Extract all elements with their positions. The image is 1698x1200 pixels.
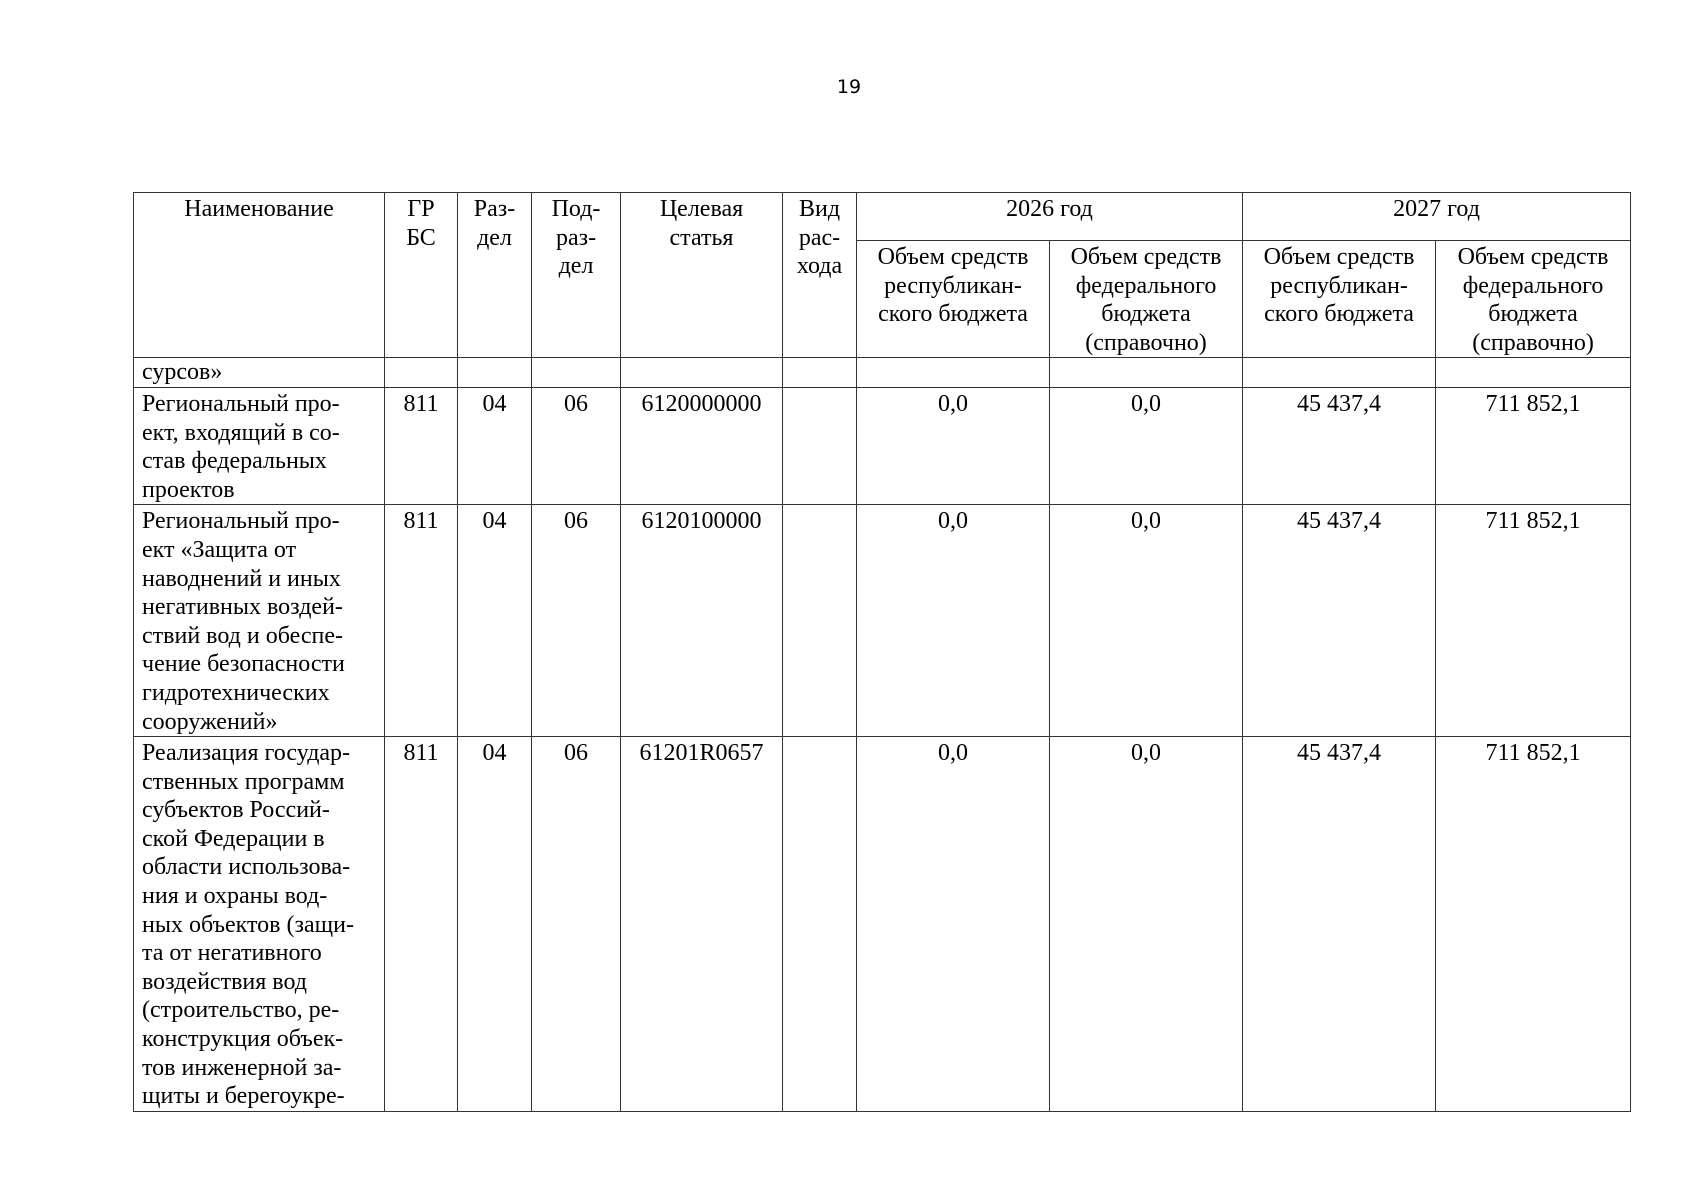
row-name: Региональный про- ект «Защита от наводнений и иных негативных воздей- ствий вод и обеспе- чение безопасности гидротехнических сооружений» [134, 505, 385, 737]
header-target-article: Целевая статья [621, 193, 783, 358]
header-row-1 [134, 193, 1631, 241]
row-republican-2026: 0,0 [857, 387, 1050, 504]
row-federal-2027: 711 852,1 [1436, 387, 1631, 504]
header-year-2027: 2027 год [1243, 193, 1631, 241]
row-target-article: 6120000000 [621, 387, 783, 504]
table-row [134, 387, 1631, 504]
row-expense-type [783, 387, 857, 504]
row-federal-2026 [1050, 358, 1243, 388]
page-number: 19 [836, 76, 862, 98]
table-row [134, 737, 1631, 1112]
row-razdel: 04 [458, 505, 532, 737]
header-republican-budget-2027: Объем средств республикан- ского бюджета [1243, 241, 1436, 358]
row-razdel [458, 358, 532, 388]
row-republican-2026: 0,0 [857, 737, 1050, 1112]
row-podrazdel: 06 [532, 505, 621, 737]
row-federal-2027: 711 852,1 [1436, 737, 1631, 1112]
row-razdel: 04 [458, 737, 532, 1112]
row-grbs [385, 358, 458, 388]
header-republican-budget-2026: Объем средств республикан- ского бюджета [857, 241, 1050, 358]
header-year-2026: 2026 год [857, 193, 1243, 241]
row-federal-2026: 0,0 [1050, 387, 1243, 504]
row-republican-2026: 0,0 [857, 505, 1050, 737]
row-expense-type [783, 358, 857, 388]
row-target-article: 61201R0657 [621, 737, 783, 1112]
row-target-article: 6120100000 [621, 505, 783, 737]
row-podrazdel: 06 [532, 737, 621, 1112]
row-expense-type [783, 737, 857, 1112]
row-podrazdel [532, 358, 621, 388]
row-republican-2026 [857, 358, 1050, 388]
row-federal-2026: 0,0 [1050, 505, 1243, 737]
header-podrazdel: Под- раз- дел [532, 193, 621, 358]
row-federal-2026: 0,0 [1050, 737, 1243, 1112]
row-republican-2027: 45 437,4 [1243, 387, 1436, 504]
row-razdel: 04 [458, 387, 532, 504]
header-federal-budget-2026: Объем средств федерального бюджета (справочно) [1050, 241, 1243, 358]
row-expense-type [783, 505, 857, 737]
row-republican-2027: 45 437,4 [1243, 737, 1436, 1112]
row-podrazdel: 06 [532, 387, 621, 504]
budget-table [133, 192, 1631, 1112]
row-grbs: 811 [385, 737, 458, 1112]
table-row [134, 505, 1631, 737]
header-expense-type: Вид рас- хода [783, 193, 857, 358]
row-republican-2027 [1243, 358, 1436, 388]
row-name: Реализация государ- ственных программ субъектов Россий- ской Федерации в области использова- ния и охраны вод- ных объектов (защи- та от негативного воздействия вод (строительство, ре- конструкция объек- тов инженерной за- щиты и берегоукре- [134, 737, 385, 1112]
header-federal-budget-2027: Объем средств федерального бюджета (справочно) [1436, 241, 1631, 358]
row-target-article [621, 358, 783, 388]
header-grbs: ГР БС [385, 193, 458, 358]
row-republican-2027: 45 437,4 [1243, 505, 1436, 737]
header-razdel: Раз- дел [458, 193, 532, 358]
row-federal-2027 [1436, 358, 1631, 388]
table-row [134, 358, 1631, 388]
row-federal-2027: 711 852,1 [1436, 505, 1631, 737]
header-name: Наименование [134, 193, 385, 358]
row-name: сурсов» [134, 358, 385, 388]
row-name: Региональный про- ект, входящий в со- став федеральных проектов [134, 387, 385, 504]
row-grbs: 811 [385, 387, 458, 504]
row-grbs: 811 [385, 505, 458, 737]
